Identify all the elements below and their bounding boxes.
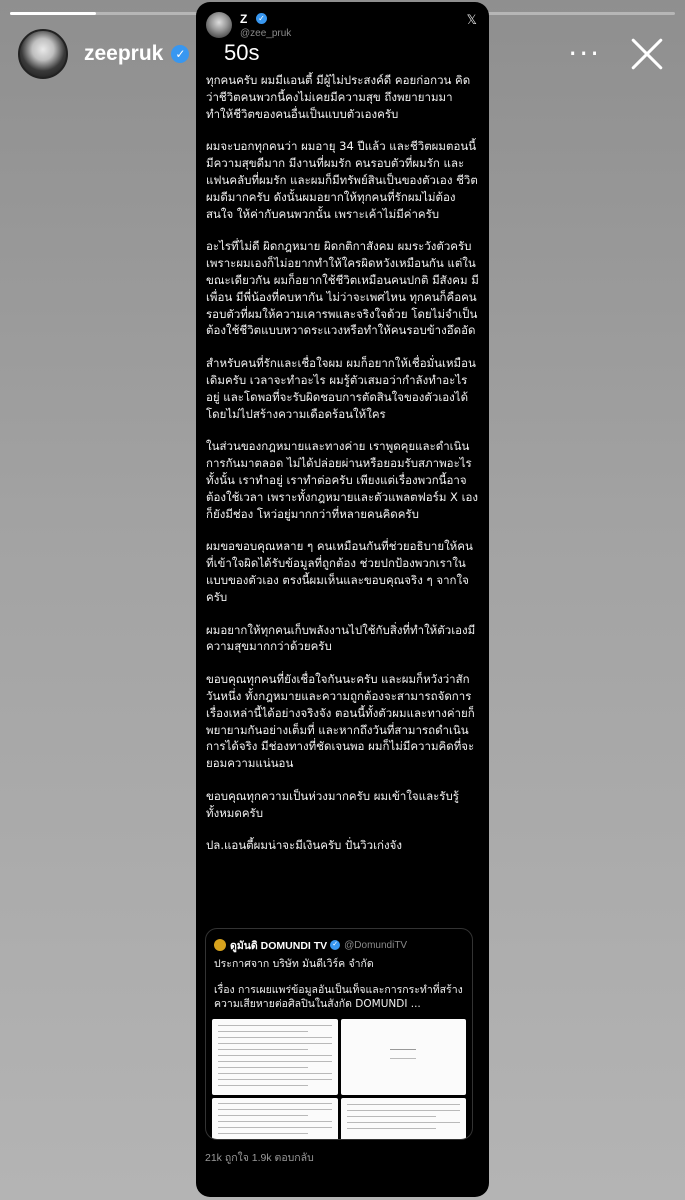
close-icon[interactable]: [627, 34, 667, 74]
more-horizontal-icon[interactable]: ···: [568, 37, 601, 70]
avatar[interactable]: [18, 29, 68, 79]
post-paragraph: ผมขอขอบคุณหลาย ๆ คนเหมือนกันที่ช่วยอธิบายให้คนที่เข้าใจผิดได้รับข้อมูลที่ถูกต้อง ช่วยปกป้องพวกเราในแบบของตัวเอง ตรงนี้ผมเห็นและขอบคุณจริง ๆ จากใจครับ: [206, 539, 473, 604]
timer-label: 50s: [224, 40, 260, 65]
story-username[interactable]: zeepruk: [84, 42, 164, 65]
story-progress-fill: [10, 12, 96, 15]
quoted-text-line: เรื่อง การเผยแพร่ข้อมูลอันเป็นเท็จและการกระทำที่สร้างความเสียหายต่อศิลปินในสังกัด DOMUNDI ...: [214, 984, 463, 1010]
post-author-avatar: [206, 12, 232, 38]
post-paragraph: อะไรที่ไม่ดี ผิดกฎหมาย ผิดกติกาสังคม ผมระวังตัวครับ เพราะผมเองก็ไม่อยากทำให้ใครผิดหวังเหมือนกัน แต่ในขณะเดียวกัน ผมก็อยากใช้ชีวิตเหมือนคนปกติ มีสังคม มีเพื่อน มีพี่น้องที่คบหากัน ไม่ว่าจะเพศไหน ทุกคนก็คือคนรอบตัวที่ผมให้ความเคารพและจริงใจด้วย โดยไม่จำเป็นต้องใช้ชีวิตแบบหวาดระแวงหรือทำให้คนรอบข้างอึดอัด: [206, 239, 479, 338]
verified-check-icon: ✓: [171, 45, 189, 63]
shared-post-card[interactable]: [196, 2, 489, 1197]
post-paragraph: ผมอยากให้ทุกคนเก็บพลังงานไปใช้กับสิ่งที่ทำให้ตัวเองมีความสุขมากกว่าด้วยครับ: [206, 622, 476, 654]
post-author-handle: @zee_pruk: [240, 28, 292, 39]
post-paragraph: ปล.แอนตี้ผมน่าจะมีเงินครับ ปั่นวิวเก่งจัง: [206, 838, 402, 853]
verified-check-icon: ✓: [330, 940, 340, 950]
quoted-post[interactable]: [205, 928, 473, 1140]
post-paragraph: สำหรับคนที่รักและเชื่อใจผม ผมก็อยากให้เชื่อมั่นเหมือนเดิมครับ เวลาจะทำอะไร ผมรู้ตัวเสมอว่ากำลังทำอะไรอยู่ และโดพอที่จะรับผิดชอบการตัดสินใจของตัวเองได้ โดยไม่ไปสร้างความเดือดร้อนให้ใคร: [206, 356, 476, 421]
story-actions: [568, 28, 667, 80]
post-paragraph: ขอบคุณทุกความเป็นห่วงมากครับ ผมเข้าใจและรับรู้ทั้งหมดครับ: [206, 788, 459, 820]
post-paragraph: ในส่วนของกฎหมายและทางค่าย เราพูดคุยและดำเนินการกันมาตลอด ไม่ได้ปล่อยผ่านหรือยอมรับสภาพอะไรทั้งนั้น เราทำอยู่ เราทำต่อครับ เพียงแต่เรื่องพวกนี้อาจต้องใช้เวลา เพราะทั้งกฎหมายและตัวแพลตฟอร์ม X เองก็ยังมีช่อง โหว่อยู่มากกว่าที่หลายคนคิดครับ: [206, 439, 479, 521]
quoted-post-header: [214, 937, 464, 953]
quoted-author-handle: @DomundiTV: [344, 939, 408, 951]
post-stats: 21k ถูกใจ 1.9k ตอบกลับ: [205, 1152, 314, 1164]
document-image[interactable]: [212, 1019, 338, 1095]
post-paragraph: ทุกคนครับ ผมมีแอนตี้ มีผู้ไม่ประสงค์ดี คอยก่อกวน คิดว่าชีวิตคนพวกนี้คงไม่เคยมีความสุข ถึงพยายามมาทำให้ชีวิตของคนอื่นเป็นแบบตัวเองครับ: [206, 73, 471, 121]
domundi-logo-icon: [214, 939, 226, 951]
post-author-name: Z: [240, 12, 248, 26]
post-paragraph: ขอบคุณทุกคนที่ยังเชื่อใจกันนะครับ และผมก็หวังว่าสักวันหนึ่ง ทั้งกฎหมายและความถูกต้องจะสามารถจัดการเรื่องเหล่านี้ได้อย่างจริงจัง ตอนนี้ทั้งตัวผมและทางค่ายก็พยายามกันอย่างเต็มที่ และหากถึงวันที่สามารถดำเนินการได้จริง มีช่องทางที่ชัดเจนพอ ผมก็ไม่มีความคิดที่จะยอมความแน่นอน: [206, 672, 475, 771]
document-image[interactable]: [212, 1098, 338, 1140]
document-image[interactable]: [341, 1098, 467, 1140]
verified-check-icon: ✓: [256, 13, 267, 24]
post-body: [206, 72, 479, 854]
document-image[interactable]: [341, 1019, 467, 1095]
quoted-text-line: ประกาศจาก บริษัท มันดีเวิร์ค จำกัด: [214, 958, 374, 970]
post-paragraph: ผมจะบอกทุกคนว่า ผมอายุ 34 ปีแล้ว และชีวิตผมตอนนี้มีความสุขดีมาก มีงานที่ผมรัก คนรอบตัวที่ผมรัก และแฟนคลับที่ผมรัก และผมก็มีทรัพย์สินเป็นของตัวเอง ชีวิตผมดีมากครับ ดังนั้นผมอยากให้ทุกคนที่รักผมไม่ต้องสนใจ ให้ค่ากับคนพวกนั้น เพราะเค้าไม่มีค่าครับ: [206, 139, 478, 221]
document-images: [206, 1019, 472, 1139]
quoted-author-name: ดูมันดิ DOMUNDI TV: [230, 939, 328, 952]
x-logo-icon: 𝕏: [466, 12, 477, 27]
